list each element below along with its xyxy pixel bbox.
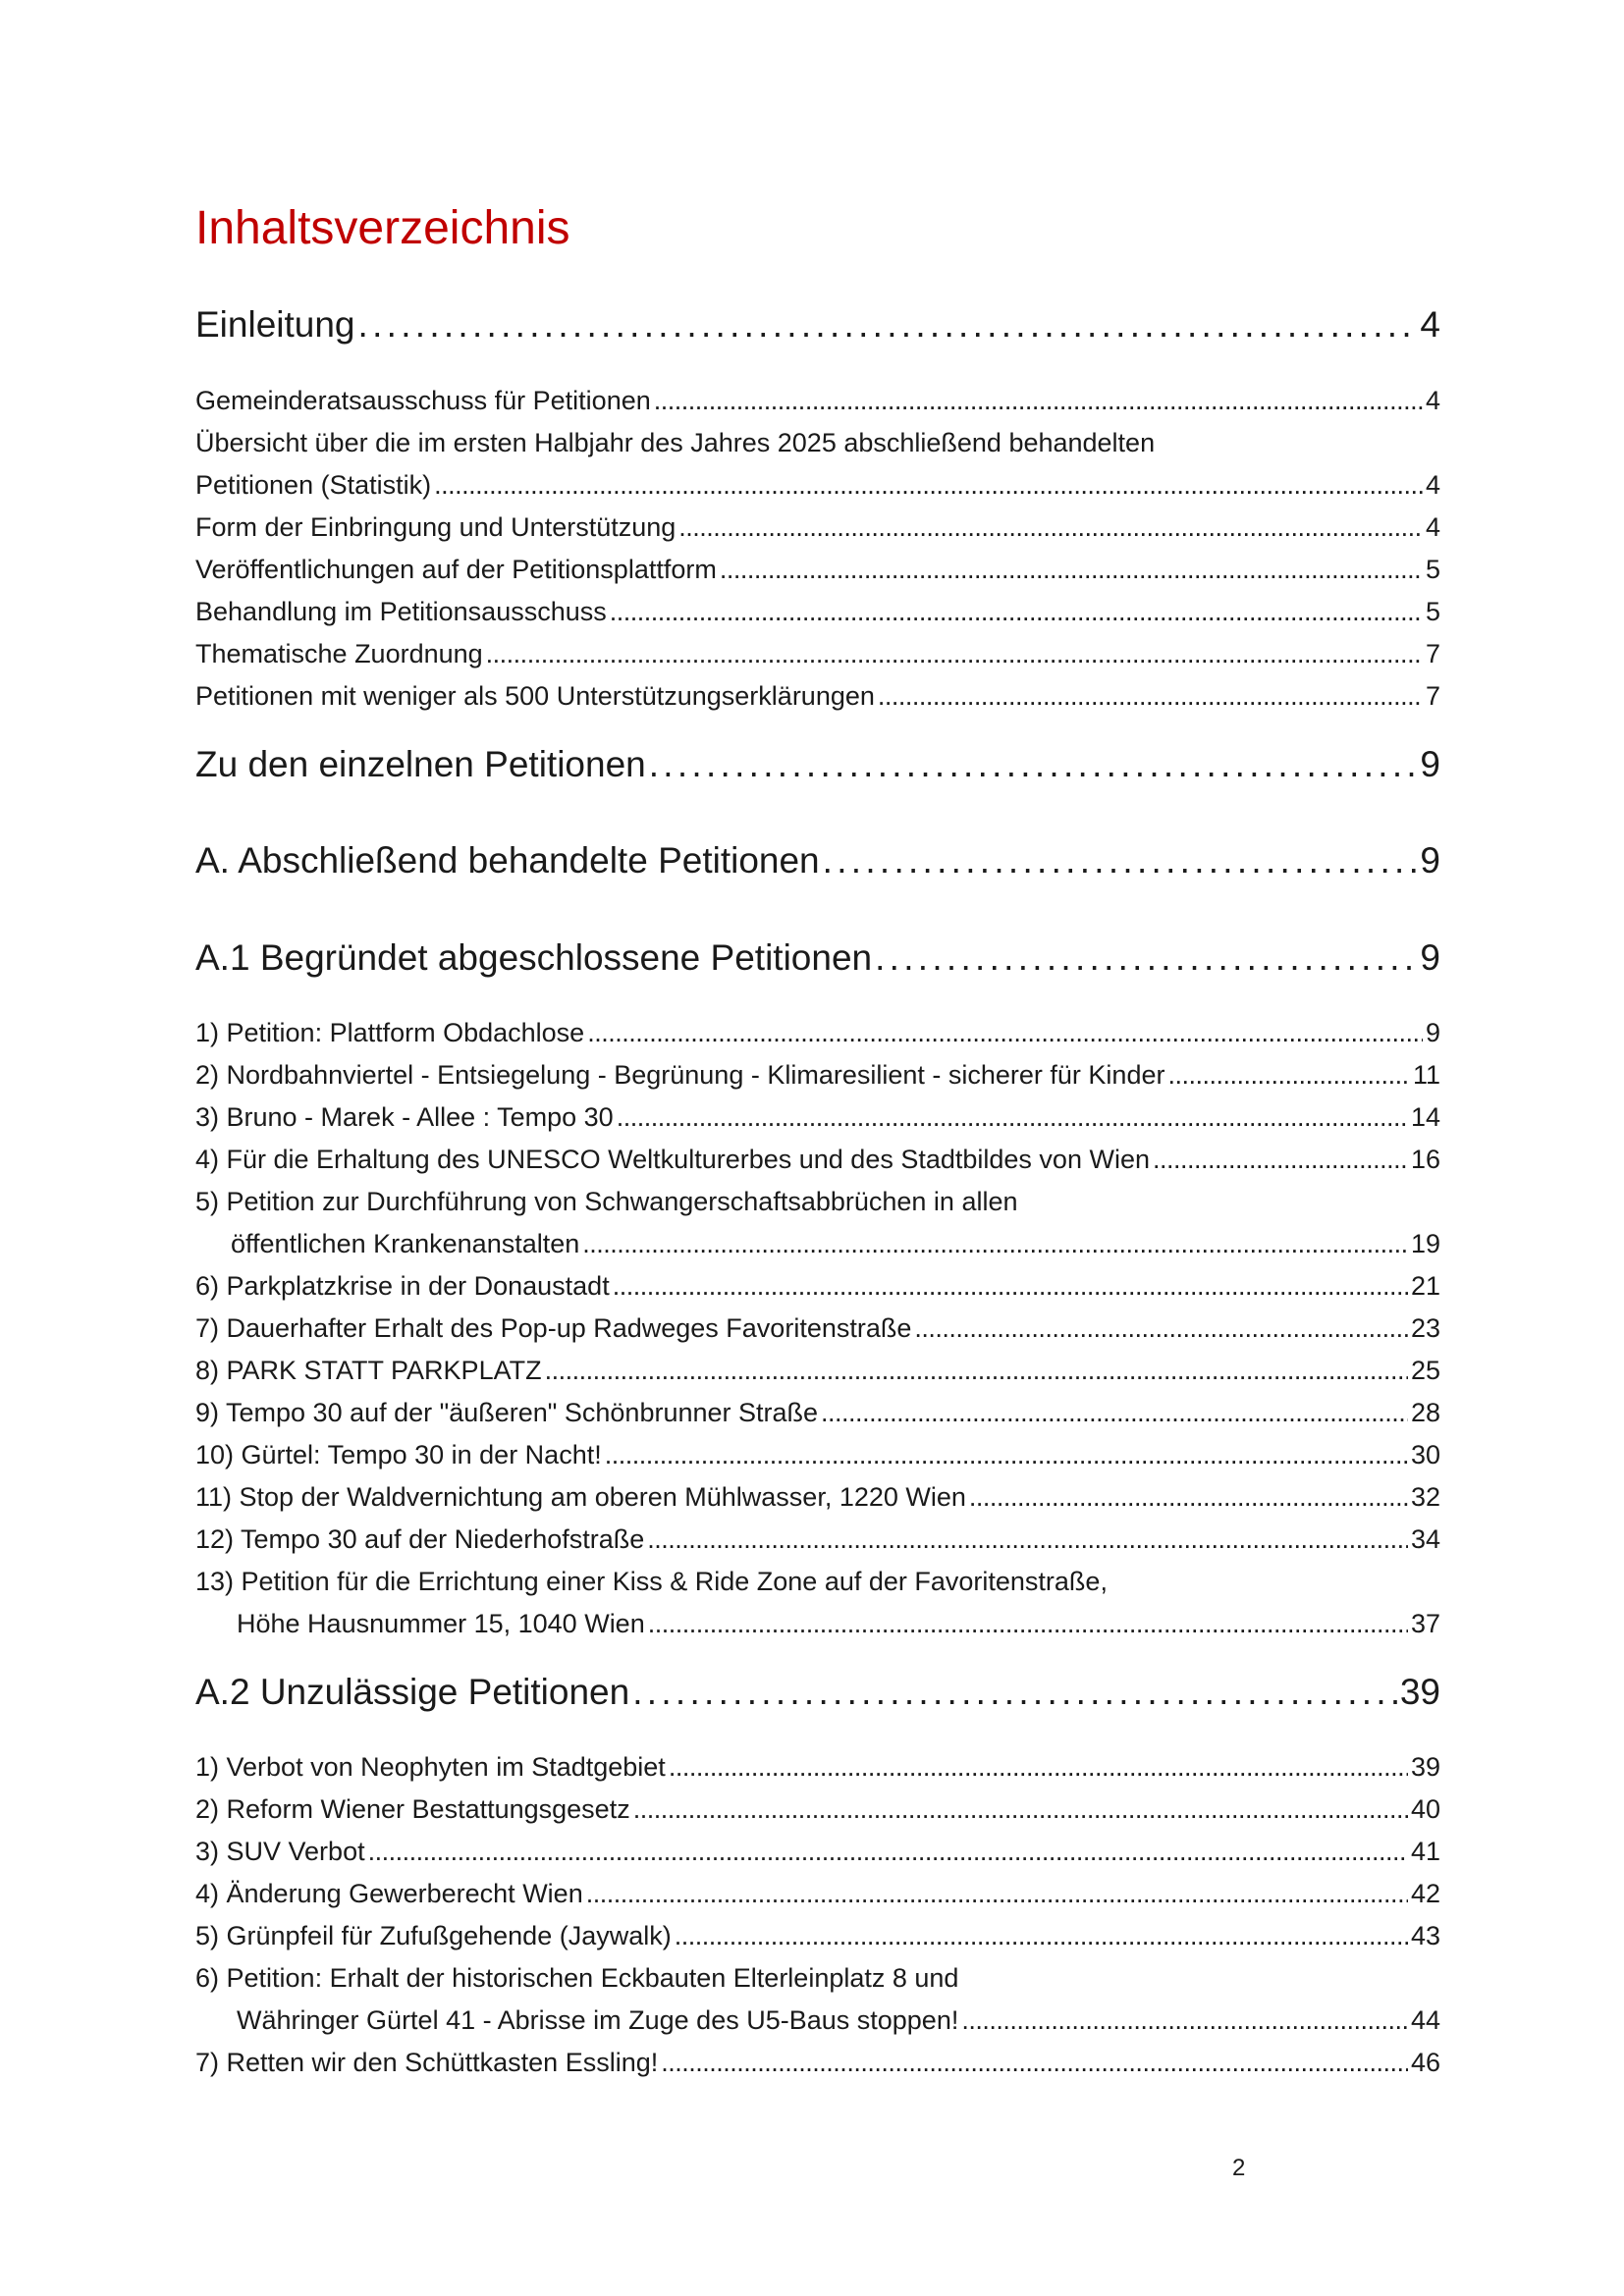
toc-entry-page: 4 (1425, 386, 1440, 415)
toc-entry-page: 40 (1410, 1794, 1440, 1824)
toc-entry-label: A.1 Begründet abgeschlossene Petitionen (195, 937, 873, 978)
toc-entry[interactable] (195, 1313, 1440, 1344)
toc-title: Inhaltsverzeichnis (195, 202, 570, 254)
leader-dots (613, 1271, 1408, 1302)
toc-entry[interactable] (195, 639, 1440, 669)
leader-dots (720, 555, 1423, 585)
leader-dots (587, 1018, 1423, 1048)
toc-entry-page: 7 (1425, 681, 1440, 711)
toc-entry[interactable] (237, 2005, 1440, 2036)
toc-entry[interactable] (195, 1921, 1440, 1951)
toc-entry[interactable] (195, 1794, 1440, 1825)
toc-entry-page: 4 (1425, 512, 1440, 542)
toc-entry-page: 23 (1410, 1313, 1440, 1343)
leader-dots (610, 597, 1423, 627)
toc-entry-label: Petitionen mit weniger als 500 Unterstützungserklärungen (195, 681, 875, 711)
toc-entry[interactable] (195, 1145, 1440, 1175)
toc-entry-page: 7 (1425, 639, 1440, 668)
leader-dots (654, 386, 1423, 416)
toc-entry-label: 1) Petition: Plattform Obdachlose (195, 1018, 585, 1047)
toc-entry-label: 8) PARK STATT PARKPLATZ (195, 1356, 542, 1385)
leader-dots (368, 1837, 1408, 1867)
toc-entry[interactable] (195, 1672, 1440, 1713)
page-number: 2 (1232, 2155, 1246, 2181)
leader-dots (582, 1229, 1408, 1259)
leader-dots (586, 1879, 1408, 1909)
toc-entry-page: 9 (1425, 1018, 1440, 1047)
toc-entry[interactable] (195, 1018, 1440, 1048)
toc-entry[interactable] (195, 937, 1440, 979)
toc-entry[interactable] (195, 1440, 1440, 1470)
toc-entry-page: 4 (1420, 304, 1440, 345)
leader-dots (648, 1609, 1408, 1639)
toc-entry-page: 9 (1420, 840, 1440, 881)
toc-entry-page: 25 (1410, 1356, 1440, 1385)
toc-entry-label: 11) Stop der Waldvernichtung am oberen Mühlwasser, 1220 Wien (195, 1482, 966, 1512)
leader-dots (669, 1752, 1408, 1783)
toc-entry-label: Thematische Zuordnung (195, 639, 483, 668)
toc-entry-page: 9 (1420, 744, 1440, 784)
leader-dots (914, 1313, 1408, 1344)
leader-dots (675, 1921, 1408, 1951)
leader-dots (633, 1794, 1408, 1825)
leader-dots (434, 470, 1423, 501)
toc-entry[interactable] (195, 1752, 1440, 1783)
toc-entry-page: 11 (1412, 1060, 1440, 1090)
leader-dots (823, 840, 1418, 881)
toc-entry[interactable] (195, 1482, 1440, 1513)
toc-entry-label-line1: Übersicht über die im ersten Halbjahr des Jahres 2025 abschließend behandelten (195, 428, 1156, 457)
toc-entry-label-line1: 13) Petition für die Errichtung einer Kiss & Ride Zone auf der Favoritenstraße, (195, 1567, 1108, 1596)
toc-entry-label: Zu den einzelnen Petitionen (195, 744, 646, 784)
toc-entry-page: 19 (1410, 1229, 1440, 1258)
toc-entry[interactable] (195, 1356, 1440, 1386)
toc-entry[interactable] (195, 1837, 1440, 1867)
leader-dots (486, 639, 1423, 669)
toc-entry-label: 12) Tempo 30 auf der Niederhofstraße (195, 1524, 645, 1554)
toc-entry-label: Behandlung im Petitionsausschuss (195, 597, 607, 626)
leader-dots (1153, 1145, 1408, 1175)
toc-entry[interactable] (195, 681, 1440, 712)
toc-entry[interactable] (195, 1102, 1440, 1133)
toc-entry-label: 6) Parkplatzkrise in der Donaustadt (195, 1271, 610, 1301)
toc-entry-label: 2) Reform Wiener Bestattungsgesetz (195, 1794, 630, 1824)
toc-entry-label: Höhe Hausnummer 15, 1040 Wien (237, 1609, 645, 1638)
leader-dots (875, 937, 1417, 979)
toc-entry-page: 32 (1410, 1482, 1440, 1512)
toc-entry-page: 39 (1410, 1752, 1440, 1782)
leader-dots (678, 512, 1423, 543)
leader-dots (878, 681, 1423, 712)
toc-entry-label: 2) Nordbahnviertel - Entsiegelung - Begrünung - Klimaresilient - sicherer für Kinder (195, 1060, 1165, 1090)
leader-dots (961, 2005, 1408, 2036)
toc-entry-label: 3) SUV Verbot (195, 1837, 365, 1866)
toc-entry-label: Petitionen (Statistik) (195, 470, 432, 500)
toc-entry-label: 4) Für die Erhaltung des UNESCO Weltkulturerbes und des Stadtbildes von Wien (195, 1145, 1150, 1174)
toc-entry-label: A.2 Unzulässige Petitionen (195, 1672, 630, 1712)
toc-entry-label: öffentlichen Krankenanstalten (231, 1229, 580, 1258)
toc-entry-page: 4 (1425, 470, 1440, 500)
toc-entry-page: 21 (1410, 1271, 1440, 1301)
toc-entry[interactable] (195, 597, 1440, 627)
toc-entry-page: 5 (1425, 555, 1440, 584)
toc-entry-label-line1: 6) Petition: Erhalt der historischen Eckbauten Elterleinplatz 8 und (195, 1963, 959, 1993)
leader-dots (605, 1440, 1408, 1470)
toc-entry[interactable] (195, 840, 1440, 881)
toc-entry-label: 7) Retten wir den Schüttkasten Essling! (195, 2048, 659, 2077)
toc-entry-label: 1) Verbot von Neophyten im Stadtgebiet (195, 1752, 666, 1782)
toc-entry[interactable] (195, 1271, 1440, 1302)
toc-entry[interactable] (195, 304, 1440, 346)
toc-entry-label: Form der Einbringung und Unterstützung (195, 512, 677, 542)
toc-entry-page: 16 (1410, 1145, 1440, 1174)
leader-dots (1167, 1060, 1410, 1091)
toc-entry-page: 39 (1399, 1672, 1440, 1712)
toc-entry-label: Einleitung (195, 304, 355, 345)
toc-entry-page: 28 (1410, 1398, 1440, 1427)
toc-entry-page: 34 (1410, 1524, 1440, 1554)
toc-entry-label: 10) Gürtel: Tempo 30 in der Nacht! (195, 1440, 602, 1469)
toc-entry[interactable] (195, 1060, 1440, 1091)
toc-entry-label: Gemeinderatsausschuss für Petitionen (195, 386, 651, 415)
toc-entry[interactable] (195, 1524, 1440, 1555)
toc-entry-page: 44 (1410, 2005, 1440, 2035)
toc-entry-page: 43 (1410, 1921, 1440, 1950)
toc-entry-page: 41 (1410, 1837, 1440, 1866)
leader-dots (647, 1524, 1408, 1555)
toc-entry[interactable] (195, 512, 1440, 543)
toc-entry-label-line1: 5) Petition zur Durchführung von Schwangerschaftsabbrüchen in allen (195, 1187, 1018, 1216)
toc-entry[interactable] (195, 555, 1440, 585)
toc-entry[interactable] (195, 470, 1440, 501)
toc-entry-label: 5) Grünpfeil für Zufußgehende (Jaywalk) (195, 1921, 672, 1950)
toc-entry[interactable] (231, 1229, 1440, 1259)
leader-dots (545, 1356, 1408, 1386)
leader-dots (661, 2048, 1408, 2078)
toc-entry[interactable] (237, 1609, 1440, 1639)
leader-dots (358, 304, 1418, 346)
toc-entry-label: 9) Tempo 30 auf der "äußeren" Schönbrunner Straße (195, 1398, 819, 1427)
toc-entry-page: 46 (1410, 2048, 1440, 2077)
toc-entry[interactable] (195, 1879, 1440, 1909)
toc-entry-page: 14 (1410, 1102, 1440, 1132)
toc-entry-label: A. Abschließend behandelte Petitionen (195, 840, 820, 881)
leader-dots (821, 1398, 1408, 1428)
toc-entry[interactable] (195, 1398, 1440, 1428)
toc-entry-label: 3) Bruno - Marek - Allee : Tempo 30 (195, 1102, 614, 1132)
toc-entry[interactable] (195, 2048, 1440, 2078)
leader-dots (649, 744, 1418, 785)
toc-entry-page: 5 (1425, 597, 1440, 626)
toc-entry-page: 9 (1420, 937, 1440, 978)
toc-entry-page: 30 (1410, 1440, 1440, 1469)
toc-entry[interactable] (195, 744, 1440, 785)
toc-entry-page: 42 (1410, 1879, 1440, 1908)
toc-entry-label: Währinger Gürtel 41 - Abrisse im Zuge des U5-Baus stoppen! (237, 2005, 959, 2035)
toc-entry-label: Veröffentlichungen auf der Petitionsplattform (195, 555, 717, 584)
toc-entry[interactable] (195, 386, 1440, 416)
leader-dots (632, 1672, 1397, 1713)
leader-dots (969, 1482, 1408, 1513)
toc-entry-label: 7) Dauerhafter Erhalt des Pop-up Radweges Favoritenstraße (195, 1313, 912, 1343)
toc-entry-page: 37 (1410, 1609, 1440, 1638)
toc-entry-label: 4) Änderung Gewerberecht Wien (195, 1879, 583, 1908)
leader-dots (617, 1102, 1408, 1133)
